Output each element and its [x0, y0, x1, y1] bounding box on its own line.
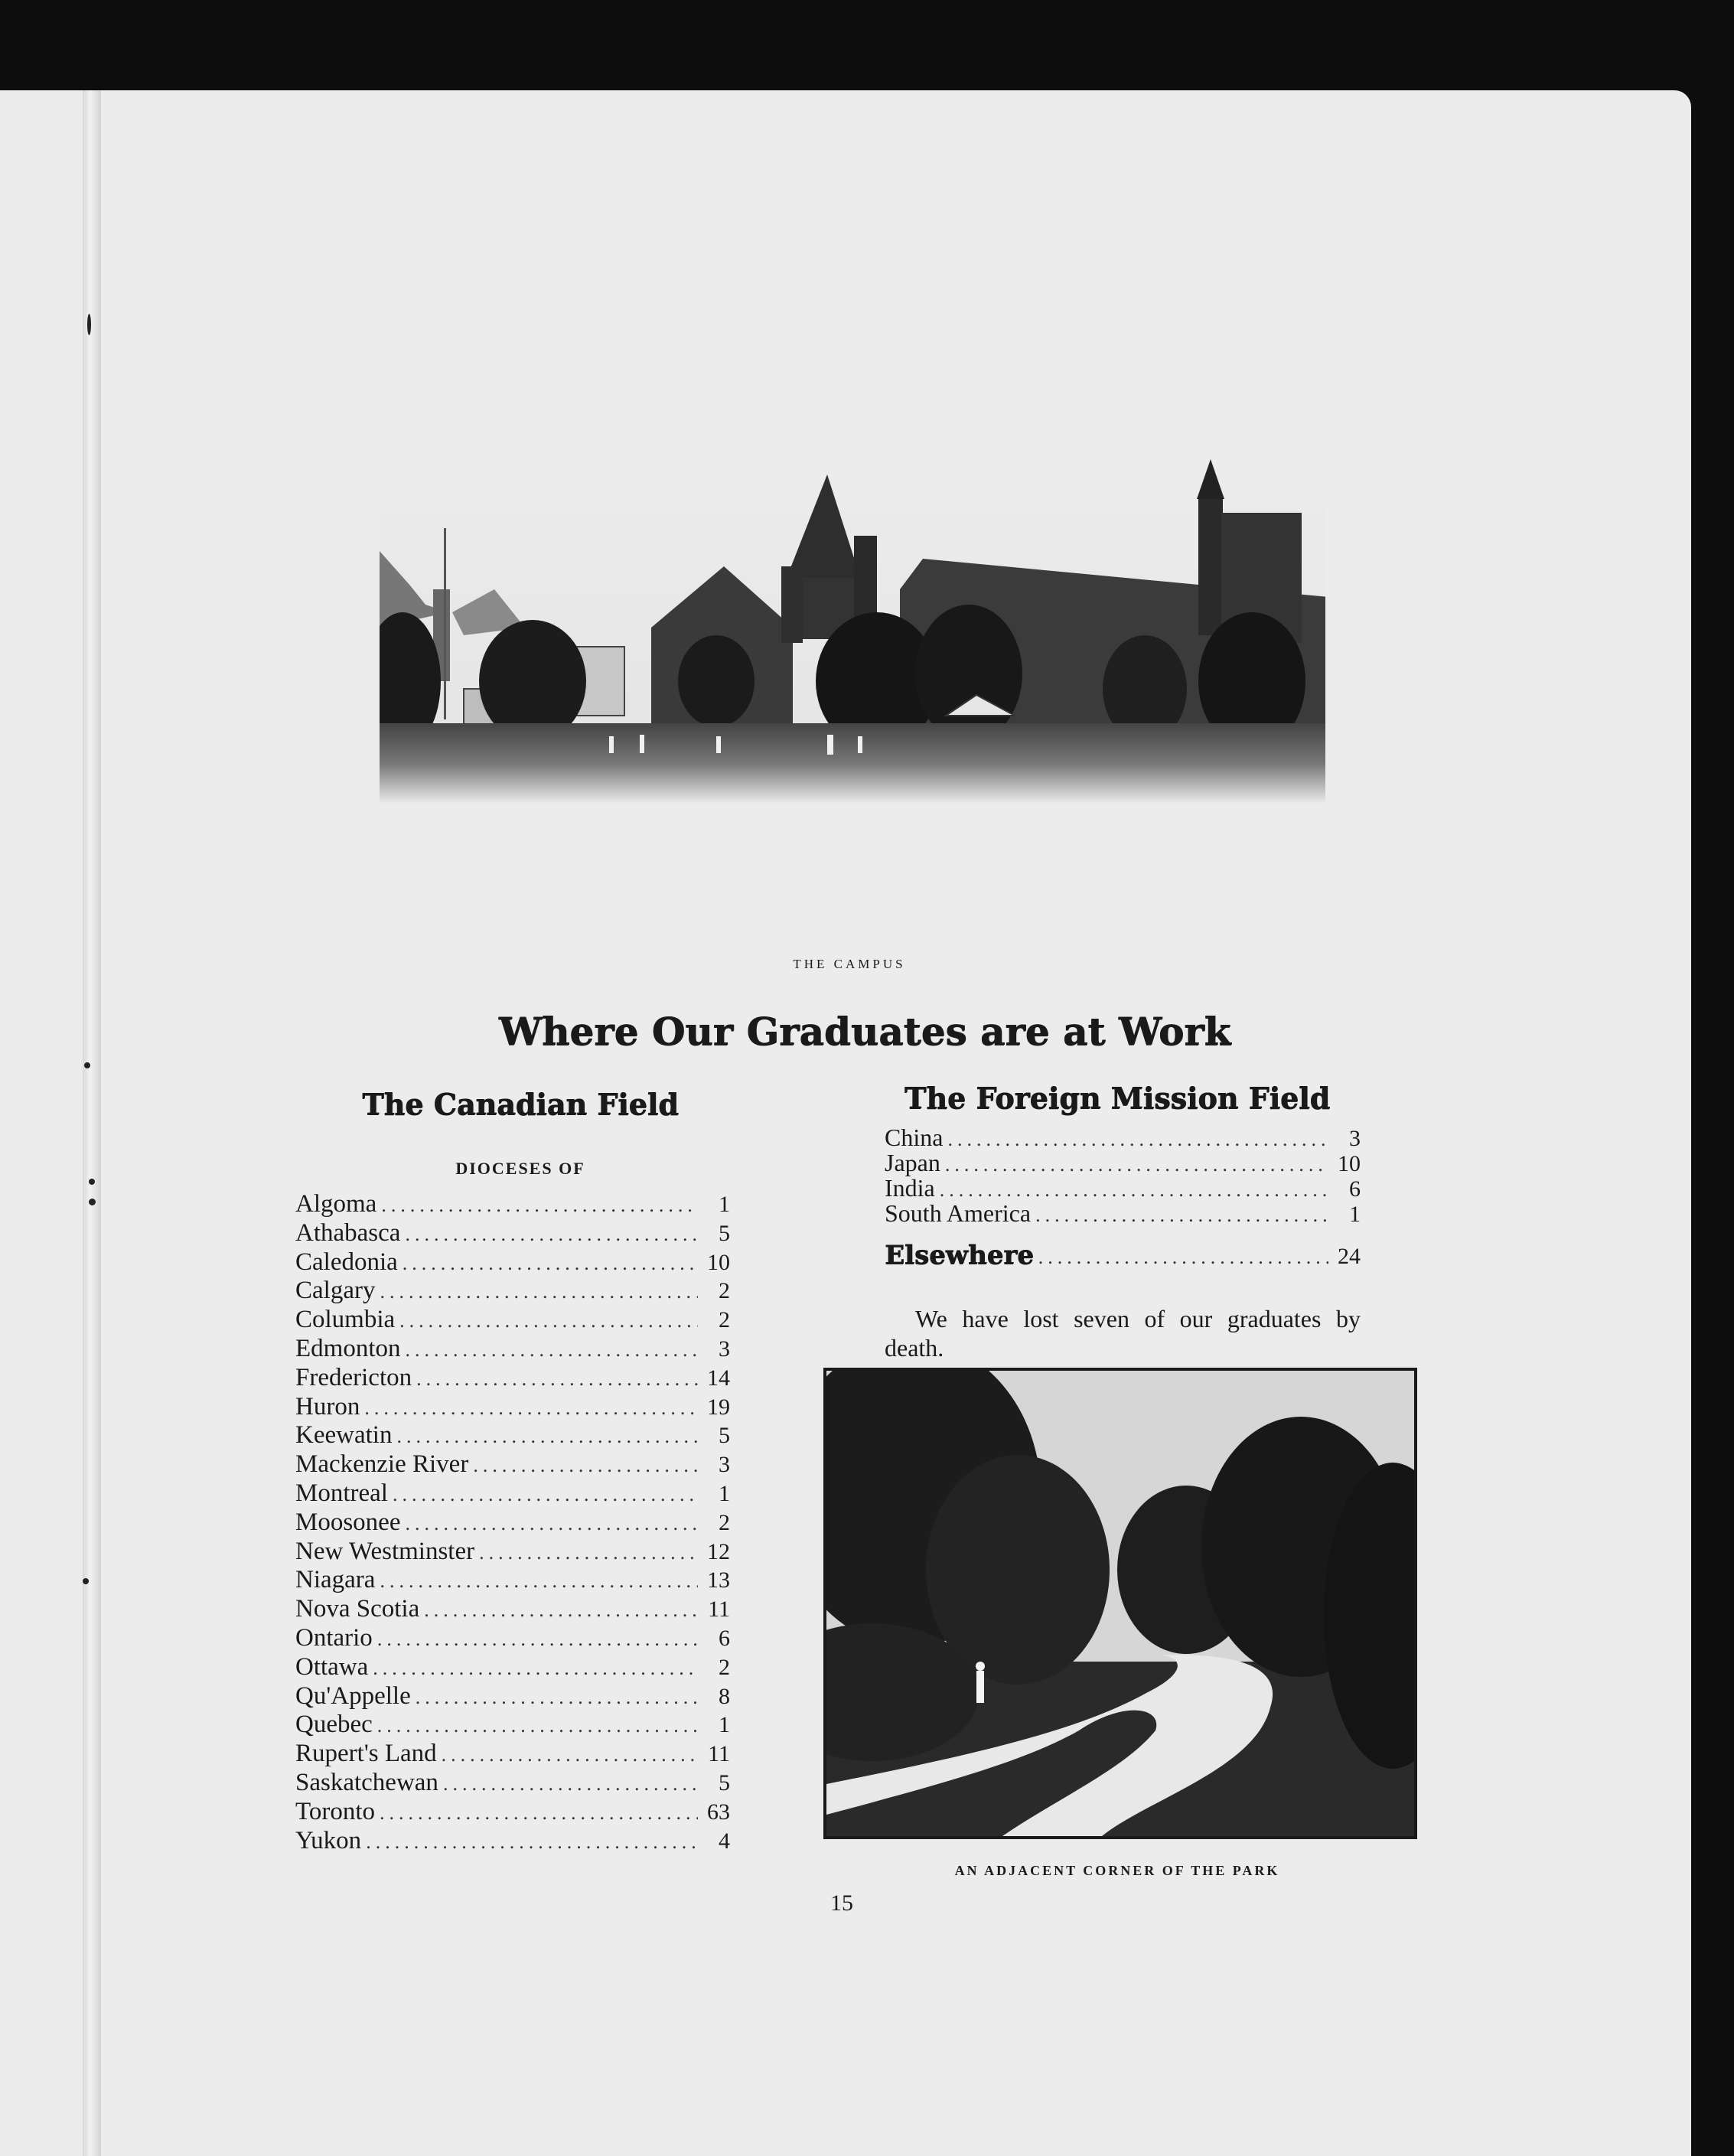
graduate-count: 5	[719, 1769, 730, 1796]
diocese-name: Niagara	[295, 1566, 376, 1594]
diocese-name: Montreal	[295, 1479, 388, 1507]
dot-leader	[364, 1397, 698, 1420]
list-item	[295, 1566, 730, 1595]
list-item	[295, 1624, 730, 1653]
dot-leader	[945, 1153, 1328, 1176]
graduate-count: 14	[707, 1365, 730, 1391]
dioceses-list	[295, 1190, 730, 1855]
graduate-count: 1	[719, 1480, 730, 1506]
graduate-count: 24	[1338, 1244, 1361, 1269]
campus-caption: THE CAMPUS	[793, 957, 906, 971]
field-name: India	[885, 1174, 935, 1202]
list-item	[295, 1740, 730, 1769]
list-item	[885, 1199, 1361, 1225]
graduate-count: 3	[719, 1336, 730, 1362]
graduate-count: 13	[707, 1567, 730, 1593]
dot-leader	[381, 1194, 698, 1217]
diocese-name: New Westminster	[295, 1537, 475, 1565]
dot-leader	[416, 1686, 698, 1709]
dot-leader	[380, 1802, 698, 1825]
graduate-count: 5	[719, 1220, 730, 1246]
diocese-name: Edmonton	[295, 1334, 401, 1362]
graduate-count: 2	[719, 1307, 730, 1333]
scan-speck	[89, 1199, 96, 1205]
park-photo	[823, 1368, 1417, 1839]
elsewhere-row	[885, 1240, 1361, 1270]
list-item	[295, 1479, 730, 1509]
diocese-name: Qu'Appelle	[295, 1681, 411, 1710]
dot-leader	[406, 1339, 699, 1362]
list-item	[295, 1798, 730, 1827]
diocese-name: Ontario	[295, 1623, 373, 1652]
dot-leader	[396, 1425, 698, 1448]
diocese-name: Mackenzie River	[295, 1450, 469, 1479]
diocese-name: Rupert's Land	[295, 1740, 437, 1768]
graduate-count: 4	[719, 1828, 730, 1854]
graduate-count: 2	[719, 1654, 730, 1680]
dot-leader	[377, 1628, 698, 1651]
dot-leader	[373, 1657, 698, 1680]
list-item	[295, 1711, 730, 1740]
diocese-name: Saskatchewan	[295, 1768, 438, 1796]
graduate-count: 10	[707, 1249, 730, 1275]
dot-leader	[377, 1714, 698, 1737]
dioceses-subheading: DIOCESES OF	[455, 1159, 585, 1178]
graduate-count: 1	[1349, 1202, 1361, 1227]
list-item	[295, 1393, 730, 1422]
scan-speck	[89, 1179, 95, 1185]
list-item	[295, 1335, 730, 1364]
list-item	[295, 1306, 730, 1335]
list-item	[295, 1682, 730, 1711]
campus-photo	[380, 452, 1325, 804]
dot-leader	[1035, 1204, 1328, 1227]
dot-leader	[443, 1773, 698, 1796]
dot-leader	[442, 1743, 698, 1766]
dot-leader	[424, 1599, 698, 1622]
graduate-count: 10	[1338, 1151, 1361, 1176]
graduate-count: 1	[719, 1192, 730, 1217]
graduate-count: 2	[719, 1509, 730, 1535]
scan-speck	[83, 1578, 89, 1584]
diocese-name: Algoma	[295, 1190, 377, 1218]
diocese-name: Toronto	[295, 1797, 376, 1825]
diocese-name: Athabasca	[295, 1218, 401, 1247]
dot-leader	[380, 1570, 698, 1593]
diocese-name: Fredericton	[295, 1363, 412, 1391]
park-caption: AN ADJACENT CORNER OF THE PARK	[954, 1863, 1280, 1878]
elsewhere-label: Elsewhere	[885, 1240, 1034, 1270]
page-title: Where Our Graduates are at Work	[498, 1009, 1231, 1054]
graduate-count: 2	[719, 1278, 730, 1304]
diocese-name: Ottawa	[295, 1652, 369, 1681]
scan-speck	[84, 1062, 90, 1068]
dot-leader	[416, 1368, 698, 1391]
dot-leader	[399, 1310, 698, 1332]
dot-leader	[405, 1512, 698, 1535]
diocese-name: Moosonee	[295, 1508, 401, 1536]
binding-gutter	[83, 90, 101, 2156]
graduate-count: 3	[719, 1452, 730, 1478]
graduate-count: 6	[1349, 1176, 1361, 1202]
dot-leader	[380, 1280, 698, 1303]
list-item	[295, 1421, 730, 1450]
graduate-count: 5	[719, 1423, 730, 1449]
field-name: China	[885, 1124, 944, 1151]
list-item	[885, 1149, 1361, 1174]
diocese-name: Huron	[295, 1392, 360, 1420]
list-item	[295, 1277, 730, 1306]
diocese-name: Calgary	[295, 1277, 376, 1305]
foreign-field-heading: The Foreign Mission Field	[904, 1081, 1331, 1115]
diocese-name: Keewatin	[295, 1421, 393, 1450]
graduate-count: 63	[707, 1799, 730, 1825]
field-name: Japan	[885, 1149, 940, 1176]
graduate-count: 12	[707, 1538, 730, 1564]
list-item	[295, 1827, 730, 1856]
list-item	[295, 1538, 730, 1567]
dot-leader	[479, 1541, 698, 1564]
list-item	[295, 1364, 730, 1393]
dot-leader	[405, 1223, 698, 1246]
list-item	[295, 1595, 730, 1624]
graduate-count: 19	[707, 1394, 730, 1420]
scan-speck	[87, 314, 91, 335]
graduates-note: We have lost seven of our graduates by death.	[885, 1305, 1361, 1362]
dot-leader	[940, 1179, 1328, 1202]
field-name: South America	[885, 1199, 1032, 1227]
list-item	[295, 1509, 730, 1538]
page-number: 15	[830, 1890, 853, 1916]
dot-leader	[473, 1454, 698, 1477]
page-sheet	[0, 90, 1691, 2156]
diocese-name: Yukon	[295, 1826, 362, 1854]
foreign-fields-list	[885, 1124, 1361, 1225]
diocese-name: Quebec	[295, 1711, 373, 1739]
list-item	[295, 1450, 730, 1479]
list-item	[885, 1174, 1361, 1202]
list-item	[295, 1769, 730, 1798]
graduate-count: 1	[719, 1712, 730, 1738]
dot-leader	[1038, 1246, 1328, 1269]
diocese-name: Nova Scotia	[295, 1595, 420, 1623]
dot-leader	[366, 1831, 698, 1854]
list-item	[295, 1248, 730, 1277]
graduate-count: 3	[1349, 1126, 1361, 1151]
list-item	[295, 1190, 730, 1219]
graduate-count: 11	[708, 1741, 730, 1767]
graduate-count: 6	[719, 1625, 730, 1651]
graduate-count: 8	[719, 1683, 730, 1709]
dot-leader	[403, 1252, 698, 1275]
dot-leader	[947, 1128, 1328, 1151]
diocese-name: Caledonia	[295, 1248, 398, 1276]
canadian-field-heading: The Canadian Field	[362, 1087, 679, 1121]
graduate-count: 11	[708, 1597, 730, 1623]
list-item	[885, 1124, 1361, 1149]
diocese-name: Columbia	[295, 1306, 396, 1334]
list-item	[295, 1653, 730, 1682]
dot-leader	[393, 1483, 698, 1506]
list-item	[295, 1219, 730, 1248]
